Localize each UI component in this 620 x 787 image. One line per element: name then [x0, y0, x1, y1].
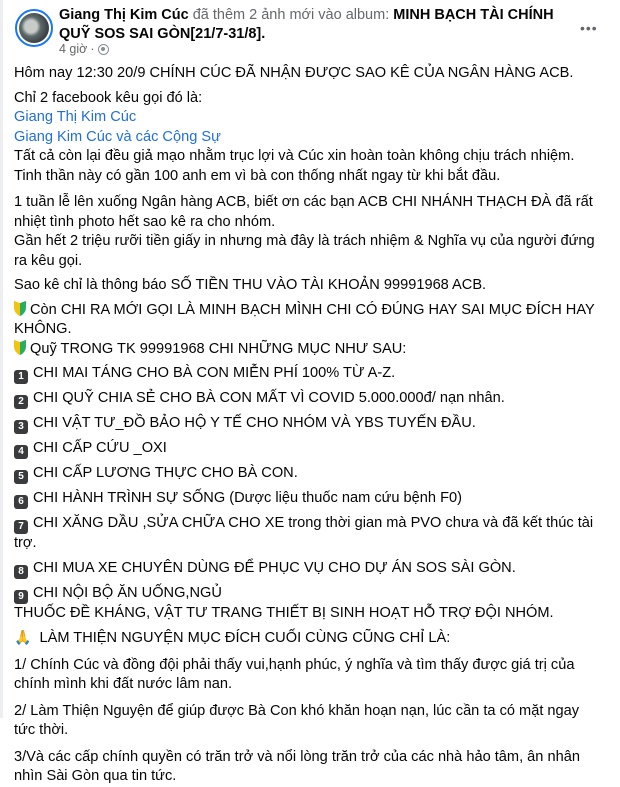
post-text-line: Quỹ TRONG TK 99991968 CHI NHỮNG MỤC NHƯ SAU:: [30, 340, 407, 357]
list-item-text: CHI NỘI BỘ ĂN UỐNG,NGỦ: [33, 584, 222, 601]
post-title: [59, 6, 559, 44]
list-item: [14, 559, 604, 579]
keycap-number-icon: 6: [14, 495, 28, 509]
post-text-line: THUỐC ĐỀ KHÁNG, VẬT TƯ TRANG THIẾT BỊ SINH HOẠT HỖ TRỢ ĐỘI NHÓM.: [14, 604, 554, 621]
post-meta: [59, 42, 109, 56]
post-text-line: 1/ Chính Cúc và đồng đội phải thấy vui,hạnh phúc, ý nghĩa và tìm thấy được giá trị của chính mình khi đất nước lâm nan.: [14, 656, 575, 692]
beginner-leaf-icon: [14, 341, 26, 355]
post-text-line: Chỉ 2 facebook kêu gọi đó là:: [14, 89, 203, 106]
list-item-text: CHI XĂNG DẦU ,SỬA CHỮA CHO XE trong thời gian mà PVO chưa và đã kết thúc tài trợ.: [14, 515, 594, 551]
more-options-button[interactable]: •••: [580, 20, 598, 36]
keycap-number-icon: 8: [14, 565, 28, 579]
profile-link-2[interactable]: Giang Kim Cúc và các Cộng Sự: [14, 128, 221, 145]
keycap-number-icon: 9: [14, 590, 28, 604]
post-text-line: Sao kê chỉ là thông báo SỐ TIỀN THU VÀO TÀI KHOẢN 99991968 ACB.: [14, 277, 487, 293]
list-item: [14, 489, 604, 509]
keycap-number-icon: 5: [14, 470, 28, 484]
album-title-link[interactable]: MINH BẠCH TÀI CHÍNH QUỸ SOS SAI GÒN[21/7-31/8].: [59, 7, 554, 42]
post-header: [0, 0, 620, 60]
list-item-text: CHI QUỸ CHIA SẺ CHO BÀ CON MẤT VÌ COVID 5.000.000đ/ nạn nhân.: [33, 390, 505, 406]
post-text-line: Hôm nay 12:30 20/9 CHÍNH CÚC ĐÃ NHẬN ĐƯỢC SAO KÊ CỦA NGÂN HÀNG ACB.: [14, 65, 574, 81]
list-item: [14, 364, 604, 384]
list-item: [14, 584, 604, 604]
post-time-link[interactable]: 4 giờ: [59, 42, 88, 56]
list-item-text: CHI HÀNH TRÌNH SỰ SỐNG (Dược liệu thuốc nam cứu bệnh F0): [33, 490, 462, 506]
keycap-number-icon: 2: [14, 395, 28, 409]
post-text-line: Tinh thần này có gần 100 anh em vì bà con thống nhất ngay từ khi bắt đầu.: [14, 167, 501, 184]
list-item-text: CHI MAI TÁNG CHO BÀ CON MIỄN PHÍ 100% TỪ A-Z.: [33, 365, 396, 381]
post-text-line: 2/ Làm Thiện Nguyện để giúp được Bà Con khó khăn hoạn nạn, lúc cần ta có mặt ngay tức thời.: [14, 702, 580, 738]
post-text-line: Tất cả còn lại đều giả mạo nhằm trục lợi và Cúc xin hoàn toàn không chịu trách nhiệm.: [14, 148, 575, 164]
globe-icon: [98, 44, 109, 55]
list-item: [14, 439, 604, 459]
left-border: [0, 0, 3, 718]
praying-hands-icon: 🙏: [14, 629, 32, 645]
list-item: [14, 414, 604, 434]
author-name-link[interactable]: Giang Thị Kim Cúc: [59, 7, 189, 23]
list-item-text: CHI CẤP CỨU _OXI: [33, 440, 167, 456]
post-text-line: Gần hết 2 triệu rưỡi tiền giấy in nhưng mà đây là trách nhiệm & Nghĩa vụ của người đứng ra kêu gọi.: [14, 233, 595, 269]
post-text-line: 3/Và các cấp chính quyền có trăn trở và nổi lòng trăn trở của các nhà hảo tâm, ân nhân nhìn Sài Gòn qua tin tức.: [14, 748, 580, 784]
meta-separator: ·: [90, 42, 95, 56]
list-item-text: CHI CẤP LƯƠNG THỰC CHO BÀ CON.: [33, 465, 298, 481]
avatar-image: [19, 13, 49, 43]
list-item: [14, 514, 604, 554]
beginner-leaf-icon: [14, 302, 26, 316]
post-text-line: LÀM THIỆN NGUYỆN MỤC ĐÍCH CUỐI CÙNG CŨNG CHỈ LÀ:: [35, 630, 451, 646]
post-text-line: Còn CHI RA MỚI GỌI LÀ MINH BẠCH MÌNH CHI CÓ ĐÚNG HAY SAI MỤC ĐÍCH HAY KHÔNG.: [14, 301, 595, 337]
post-text-line: 1 tuần lễ lên xuống Ngân hàng ACB, biết ơn các bạn ACB CHI NHÁNH THẠCH ĐÀ đã rất nhiệt tình photo hết sao kê ra cho nhóm.: [14, 194, 593, 230]
keycap-number-icon: 7: [14, 520, 28, 534]
list-item-text: CHI MUA XE CHUYÊN DÙNG ĐỂ PHỤC VỤ CHO DỰ ÁN SOS SÀI GÒN.: [33, 559, 516, 576]
list-item-text: CHI VẬT TƯ_ĐỒ BẢO HỘ Y TẾ CHO NHÓM VÀ YBS TUYẾN ĐẦU.: [33, 415, 476, 431]
keycap-number-icon: 4: [14, 445, 28, 459]
post-action-text: đã thêm 2 ảnh mới vào album:: [188, 7, 394, 23]
profile-link-1[interactable]: Giang Thị Kim Cúc: [14, 109, 137, 125]
post-body: [14, 64, 604, 787]
list-item: [14, 464, 604, 484]
list-item: [14, 389, 604, 409]
keycap-number-icon: 3: [14, 420, 28, 434]
keycap-number-icon: 1: [14, 370, 28, 384]
avatar[interactable]: [15, 9, 53, 47]
